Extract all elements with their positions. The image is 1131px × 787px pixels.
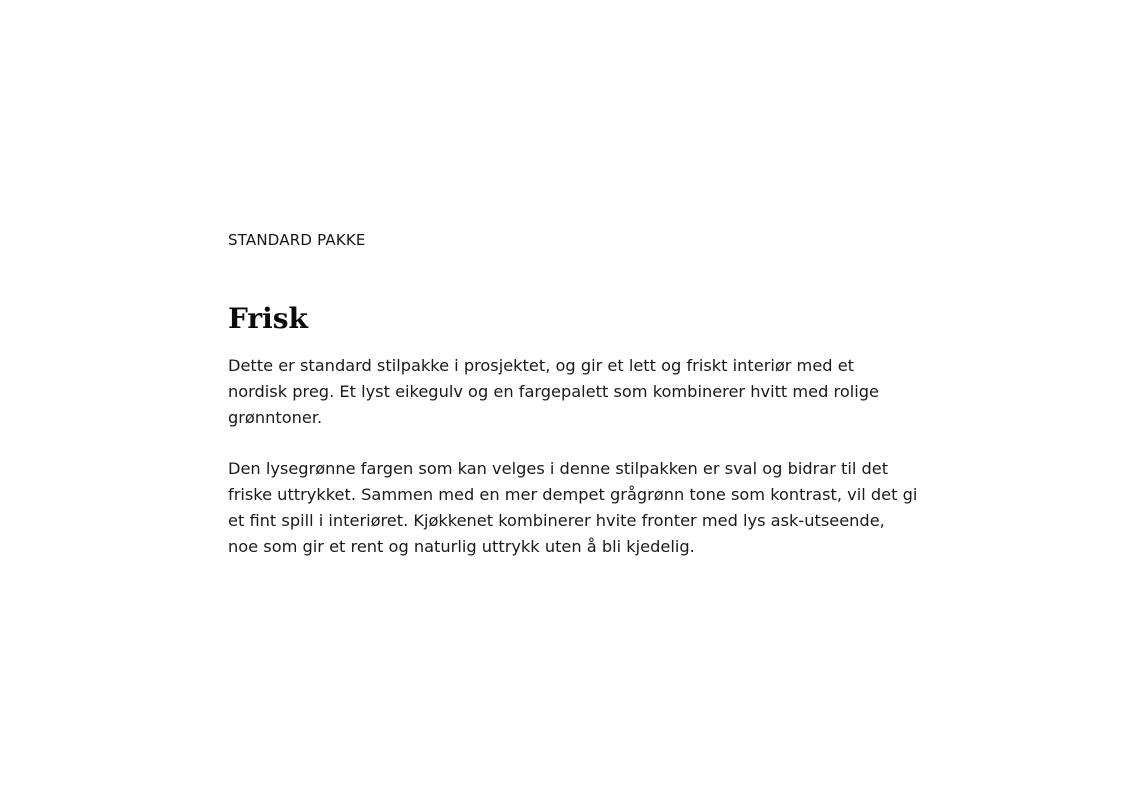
package-title: Frisk bbox=[228, 302, 308, 335]
description-paragraph-2: Den lysegrønne fargen som kan velges i denne stilpakken er sval og bidrar til det friske uttrykket. Sammen med en mer dempet grågrønn tone som kontrast, vil det gi et fint spill i interiøret. Kjøkkenet kombinerer hvite fronter med lys ask-utseende, noe som gir et rent og naturlig uttrykk uten å bli kjedelig. bbox=[228, 459, 918, 556]
description-paragraph-1: Dette er standard stilpakke i prosjektet, og gir et lett og friskt interiør med et nordisk preg. Et lyst eikegulv og en fargepalett som kombinerer hvitt med rolige grønntoner. bbox=[228, 356, 879, 427]
package-label: STANDARD PAKKE bbox=[228, 231, 366, 249]
style-package-section bbox=[228, 229, 918, 556]
